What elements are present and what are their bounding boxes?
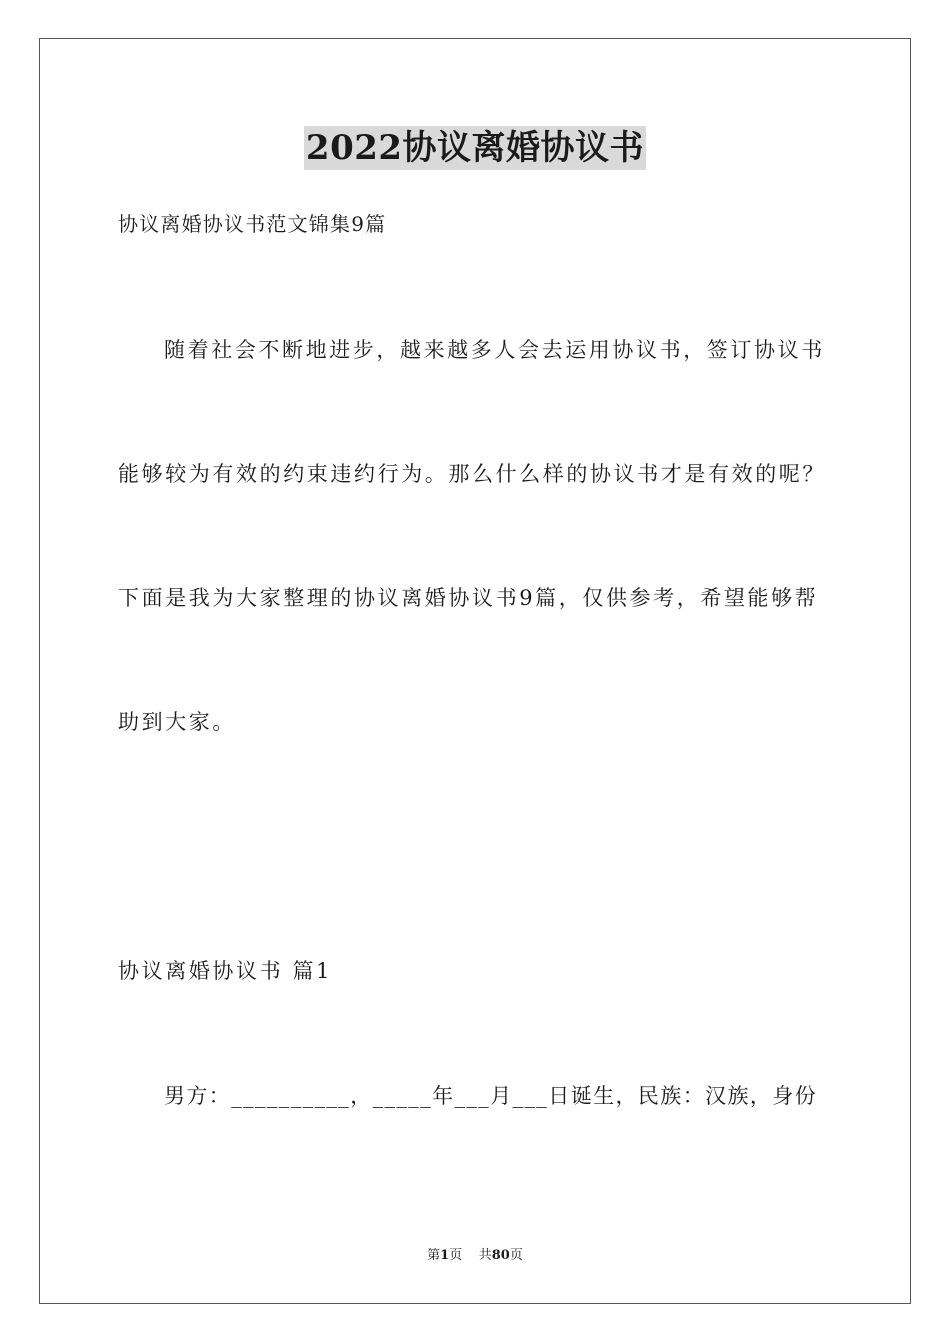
footer-page-suffix: 页 bbox=[509, 1248, 523, 1263]
document-title-text: 2022协议离婚协议书 bbox=[305, 128, 645, 168]
intro-line-3: 下面是我为大家整理的协议离婚协议书9篇，仅供参考，希望能够帮 bbox=[118, 586, 819, 610]
intro-line-2: 能够较为有效的约束违约行为。那么什么样的协议书才是有效的呢？ bbox=[118, 462, 826, 486]
footer-page-prefix: 第 bbox=[427, 1248, 441, 1263]
document-title bbox=[0, 126, 950, 170]
intro-line-1: 随着社会不断地进步，越来越多人会去运用协议书，签订协议书 bbox=[164, 338, 825, 362]
footer-page-mid: 页 共 bbox=[449, 1248, 492, 1263]
section-heading: 协议离婚协议书 篇1 bbox=[118, 959, 333, 983]
document-subtitle: 协议离婚协议书范文锦集9篇 bbox=[118, 212, 387, 236]
footer-total-pages: 80 bbox=[491, 1248, 510, 1263]
clause-line-male-party: 男方：__________，_____年___月___日诞生，民族：汉族，身份 bbox=[164, 1084, 818, 1108]
footer-page-number: 1 bbox=[440, 1248, 450, 1263]
intro-line-4: 助到大家。 bbox=[118, 710, 236, 734]
page-footer bbox=[0, 1247, 950, 1265]
